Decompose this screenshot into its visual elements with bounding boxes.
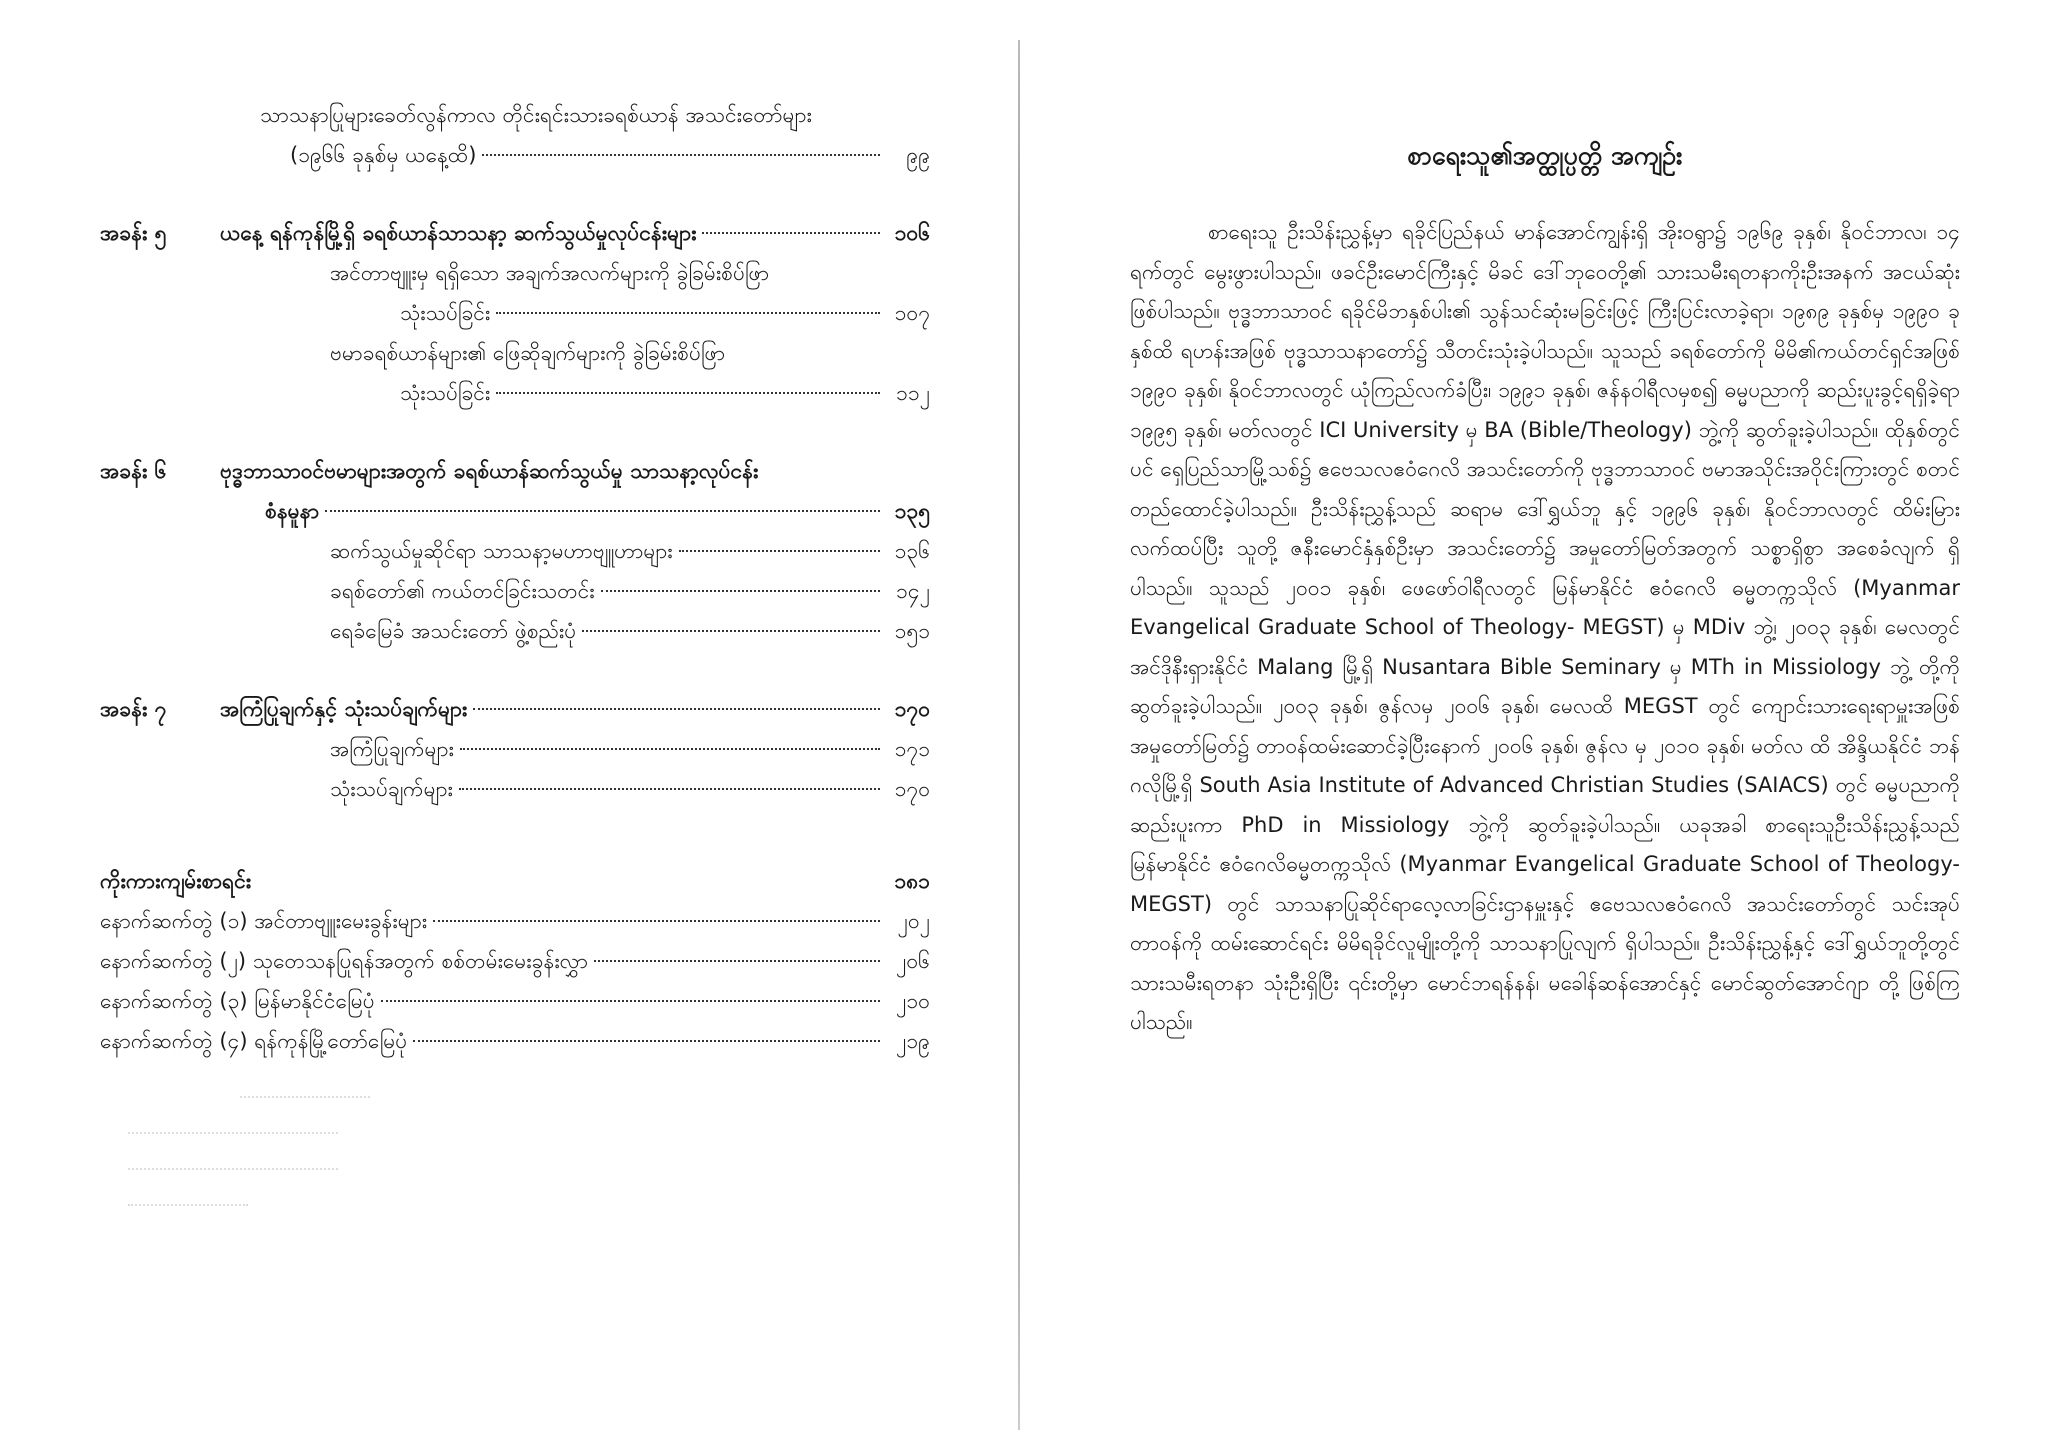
- toc-entry-text: အင်တာဗျူးမှ ရရှိသော အချက်အလက်များကို ခွဲခြမ်းစိပ်ဖြာ: [330, 261, 770, 285]
- toc-entry: [100, 253, 930, 293]
- toc-leader-dots: [381, 1000, 880, 1002]
- toc-bibliography: [100, 861, 930, 901]
- toc-leader-dots: [496, 392, 880, 394]
- toc-entry-text: နောက်ဆက်တွဲ (၄) ရန်ကုန်မြို့တော်မြေပုံ: [100, 1029, 408, 1053]
- toc-leader-dots: [413, 1040, 880, 1042]
- toc-entry-text: သုံးသပ်ခြင်း: [400, 301, 491, 325]
- toc-entry-text: ရေခံမြေခံ အသင်းတော် ဖွဲ့စည်းပုံ: [330, 619, 577, 643]
- toc-entry: [100, 293, 930, 333]
- toc-entry-text: ခရစ်တော်၏ ကယ်တင်ခြင်းသတင်း: [330, 579, 595, 603]
- bleed-through-text: [100, 1189, 930, 1225]
- toc-chapter-6: [100, 451, 930, 491]
- toc-leader-dots: [594, 960, 880, 962]
- toc-chapter-7: [100, 689, 930, 729]
- chapter-label: အခန်း ၆: [100, 459, 167, 483]
- toc-page-number: ၂၁၉: [896, 1029, 930, 1053]
- bleed-through-text: [100, 1081, 930, 1117]
- book-gutter: [1018, 40, 1020, 1430]
- chapter-title: ယနေ့ ရန်ကုန်မြို့ရှိ ခရစ်ယာန်သာသနာ့ ဆက်သွယ်မှုလုပ်ငန်းများ: [220, 221, 697, 245]
- toc-page-number: ၁၀၆: [894, 221, 930, 245]
- toc-entry: [100, 531, 930, 571]
- toc-page-number: ၁၇၀: [894, 777, 930, 801]
- toc-appendix: [100, 901, 930, 941]
- toc-chapter-6-cont: [100, 491, 930, 531]
- chapter-label: အခန်း ၇: [100, 697, 167, 721]
- toc-entry-text: ဗမာခရစ်ယာန်များ၏ ဖြေဆိုချက်များကို ခွဲခြမ်းစိပ်ဖြာ: [330, 341, 726, 365]
- toc-entry-text: သုံးသပ်ချက်များ: [330, 777, 453, 801]
- toc-entry-text: အကြံပြုချက်များ: [330, 737, 454, 761]
- toc-leader-dots: [582, 630, 880, 632]
- toc-entry: [100, 571, 930, 611]
- toc-page-number: ၁၇၁: [894, 737, 930, 761]
- toc-page-number: ၉၉: [906, 143, 930, 167]
- toc-appendix: [100, 981, 930, 1021]
- toc-page-number: ၁၇၀: [894, 697, 930, 721]
- toc-leader-dots: [459, 788, 880, 790]
- toc-page-number: ၂၀၂: [897, 909, 930, 933]
- toc-page-number: ၁၄၂: [896, 579, 930, 603]
- toc-entry: [100, 373, 930, 413]
- toc-page-number: ၁၅၁: [894, 619, 930, 643]
- toc-appendix: [100, 941, 930, 981]
- bio-paragraph: စာရေးသူ ဦးသိန်းညွှန့်မှာ ရခိုင်ပြည်နယ် မာန်အောင်ကျွန်းရှိ အိုးဝရွာ၌ ၁၉၆၉ ခုနှစ်၊ နိုဝင်ဘာလ၊ ၁၄ ရက်တွင် မွေးဖွားပါသည်။ ဖခင်ဦးမောင်ကြီးနှင့် မိခင် ဒေါ်ဘုဝေတို့၏ သားသမီးရတနာကိုးဦးအနက် အငယ်ဆုံး ဖြစ်ပါသည်။ ဗုဒ္ဓဘာသာဝင် ရခိုင်မိဘနှစ်ပါး၏ သွန်သင်ဆုံးမခြင်းဖြင့် ကြီးပြင်းလာခဲ့ရာ၊ ၁၉၈၉ ခုနှစ်မှ ၁၉၉၀ ခုနှစ်ထိ ရဟန်းအဖြစ် ဗုဒ္ဓသာသနာတော်၌ သီတင်းသုံးခဲ့ပါသည်။ သူသည် ခရစ်တော်ကို မိမိ၏ကယ်တင်ရှင်အဖြစ် ၁၉၉၀ ခုနှစ်၊ နိုဝင်ဘာလတွင် ယုံကြည်လက်ခံပြီး၊ ၁၉၉၁ ခုနှစ်၊ ဇန်နဝါရီလမှစ၍ ဓမ္မပညာကို ဆည်းပူးခွင့်ရရှိခဲ့ရာ ၁၉၉၅ ခုနှစ်၊ မတ်လတွင် ICI University မှ BA (Bible/Theology) ဘွဲ့ကို ဆွတ်ခူးခဲ့ပါသည်။ ထိုနှစ်တွင်ပင် ရှေပြည်သာမြို့သစ်၌ ဧဗေသလဧဝံဂေလိ အသင်းတော်ကို ဗုဒ္ဓဘာသာဝင် ဗမာအသိုင်းအဝိုင်းကြားတွင် စတင်တည်ထောင်ခဲ့ပါသည်။ ဦးသိန်းညွှန့်သည် ဆရာမ ဒေါ်ရွှယ်ဘူ နှင့် ၁၉၉၆ ခုနှစ်၊ နိုဝင်ဘာလတွင် ထိမ်းမြားလက်ထပ်ပြီး သူတို့ ဇနီးမောင်နှံနှစ်ဦးမှာ အသင်းတော်၌ အမှုတော်မြတ်အတွက် သစ္စာရှိစွာ အစေခံလျက် ရှိပါသည်။ သူသည် ၂၀၀၁ ခုနှစ်၊ ဖေဖော်ဝါရီလတွင် မြန်မာနိုင်ငံ ဧဝံဂေလိ ဓမ္မတက္ကသိုလ် (Myanmar Evangelical Graduate School of Theology- MEGST) မှ MDiv ဘွဲ့၊ ၂၀၀၃ ခုနှစ်၊ မေလတွင် အင်ဒိုနီးရှားနိုင်ငံ Malang မြို့ရှိ Nusantara Bible Seminary မှ MTh in Missiology ဘွဲ့ တို့ကို ဆွတ်ခူးခဲ့ပါသည်။ ၂၀၀၃ ခုနှစ်၊ ဇွန်လမှ ၂၀၀၆ ခုနှစ်၊ မေလထိ MEGST တွင် ကျောင်းသားရေးရာမှူးအဖြစ် အမှုတော်မြတ်၌ တာဝန်ထမ်းဆောင်ခဲ့ပြီးနောက် ၂၀၀၆ ခုနှစ်၊ ဇွန်လ မှ ၂၀၁၀ ခုနှစ်၊ မတ်လ ထိ အိန္ဒိယနိုင်ငံ ဘန်ဂလိုမြို့ရှိ South Asia Institute of Advanced Christian Studies (SAIACS) တွင် ဓမ္မပညာကို ဆည်းပူးကာ PhD in Missiology ဘွဲ့ကို ဆွတ်ခူးခဲ့ပါသည်။ ယခုအခါ စာရေးသူဦးသိန်းညွှန့်သည် မြန်မာနိုင်ငံ ဧဝံဂေလိဓမ္မတက္ကသိုလ် (Myanmar Evangelical Graduate School of Theology- MEGST) တွင် သာသနာပြုဆိုင်ရာလေ့လာခြင်းဌာနမှူးနှင့် ဧဗေသလဧဝံဂေလိ အသင်းတော်တွင် သင်းအုပ်တာဝန်ကို ထမ်းဆောင်ရင်း မိမိရခိုင်လူမျိုးတို့ကို သာသနာပြုလျက် ရှိပါသည်။ ဦးသိန်းညွှန့်နှင့် ဒေါ်ရွှယ်ဘူတို့တွင် သားသမီးရတနာ သုံးဦးရှိပြီး ၎င်းတို့မှာ မောင်ဘရန်နန်၊ မခေါန်ဆန်အောင်နှင့် မောင်ဆွတ်အောင်ဂျာ တို့ ဖြစ်ကြပါသည်။: [1130, 220, 1961, 1034]
- toc-leader-dots: [702, 232, 880, 234]
- toc-entry-text: ကိုးကားကျမ်းစာရင်း: [100, 869, 252, 893]
- toc-entry-text: သုံးသပ်ခြင်း: [400, 381, 491, 405]
- toc-cont-line2: [100, 135, 930, 175]
- toc-leader-dots: [473, 708, 880, 710]
- toc-leader-dots: [496, 312, 880, 314]
- bleed-through-text: [100, 1153, 930, 1189]
- toc-page-number: ၁၁၂: [896, 381, 930, 405]
- toc-cont-line1: [100, 95, 930, 135]
- toc-entry-text: ဆက်သွယ်မှုဆိုင်ရာ သာသနာ့မဟာဗျူဟာများ: [330, 539, 673, 563]
- bio-title: စာရေးသူ၏အတ္ထုပ္ပတ္တိ အကျဉ်း: [1407, 141, 1683, 170]
- bleed-through-text: [100, 1117, 930, 1153]
- toc-page-number: ၁၈၁: [894, 869, 930, 893]
- toc-leader-dots: [460, 748, 880, 750]
- toc-leader-dots: [482, 154, 880, 156]
- toc-appendix: [100, 1021, 930, 1061]
- toc-entry: [100, 333, 930, 373]
- chapter-label: အခန်း ၅: [100, 221, 167, 245]
- toc-chapter-5: [100, 213, 930, 253]
- toc-entry-text: နောက်ဆက်တွဲ (၃) မြန်မာနိုင်ငံမြေပုံ: [100, 989, 375, 1013]
- toc-entry-text: နောက်ဆက်တွဲ (၂) သုတေသနပြုရန်အတွက် စစ်တမ်းမေးခွန်းလွှာ: [100, 949, 588, 973]
- toc-leader-dots: [325, 510, 880, 512]
- toc-cont-text: သာသနာပြုများခေတ်လွန်ကာလ တိုင်းရင်းသားခရစ်ယာန် အသင်းတော်များ: [260, 103, 812, 127]
- toc-entry: [100, 769, 930, 809]
- author-bio-page: [1130, 140, 1960, 1043]
- toc-leader-dots: [601, 590, 880, 592]
- toc-leader-dots: [433, 920, 880, 922]
- toc-page-number: ၁၃၅: [894, 499, 930, 523]
- toc-page: [100, 95, 930, 1225]
- toc-cont-text2: (၁၉၆၆ ခုနှစ်မှ ယနေ့ထိ): [290, 143, 477, 167]
- chapter-title: စံနမူနာ: [265, 499, 320, 523]
- toc-entry: [100, 611, 930, 651]
- toc-page-number: ၂၁၀: [896, 989, 930, 1013]
- toc-page-number: ၂၀၆: [896, 949, 930, 973]
- toc-entry: [100, 729, 930, 769]
- toc-page-number: ၁၀၇: [894, 301, 930, 325]
- toc-page-number: ၁၃၆: [894, 539, 930, 563]
- chapter-title: အကြံပြုချက်နှင့် သုံးသပ်ချက်များ: [220, 697, 468, 721]
- chapter-title: ဗုဒ္ဓဘာသာဝင်ဗမာများအတွက် ခရစ်ယာန်ဆက်သွယ်မှု သာသနာ့လုပ်ငန်း: [220, 459, 759, 483]
- toc-leader-dots: [679, 550, 880, 552]
- toc-entry-text: နောက်ဆက်တွဲ (၁) အင်တာဗျူးမေးခွန်းများ: [100, 909, 428, 933]
